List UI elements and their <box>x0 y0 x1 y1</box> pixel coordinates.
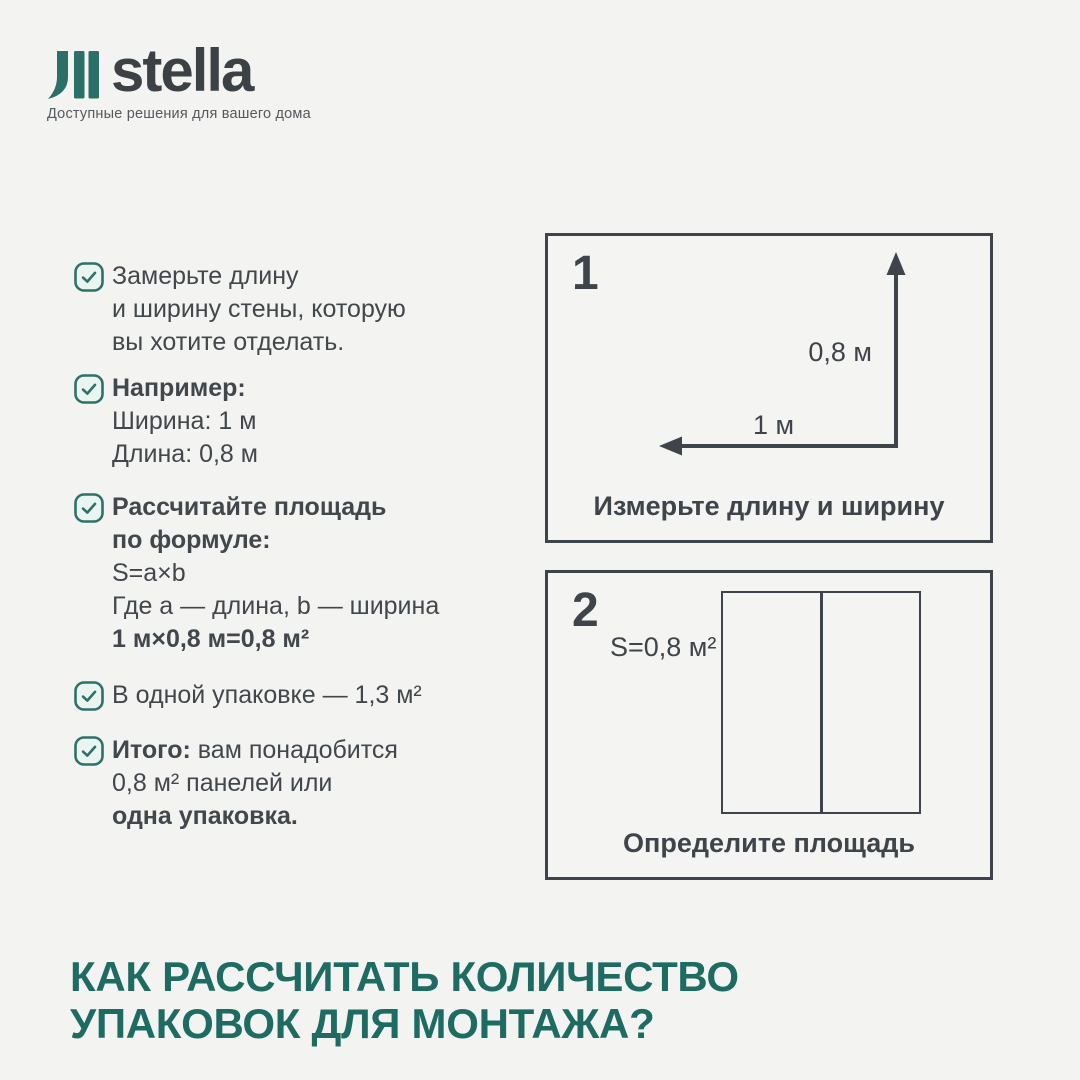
checklist-item-package-area <box>74 679 422 712</box>
checkbox-icon <box>74 736 104 766</box>
step-card-2 <box>545 570 993 880</box>
checklist-item-text <box>112 260 406 359</box>
checklist-item-text <box>112 372 258 471</box>
text-line-bold: Например: <box>112 374 246 402</box>
stella-logo-icon <box>47 51 99 99</box>
page-title-line1: КАК РАССЧИТАТЬ КОЛИЧЕСТВО <box>70 953 739 1000</box>
page-title <box>70 953 739 1047</box>
checklist-item-measure <box>74 260 406 359</box>
formula-line: S=a×b <box>112 559 186 587</box>
text-line: и ширину стены, которую <box>112 295 406 323</box>
text-line: 0,8 м² панелей или <box>112 769 333 797</box>
wall-panels-diagram <box>721 591 921 814</box>
checklist-item-formula <box>74 491 439 656</box>
checklist-item-text <box>112 679 422 712</box>
checkbox-icon <box>74 493 104 523</box>
checklist-item-total <box>74 734 398 833</box>
checkbox-icon <box>74 262 104 292</box>
width-dimension-label: 0,8 м <box>808 337 872 367</box>
stella-logo <box>47 37 311 104</box>
total-rest: вам понадобится <box>190 736 398 764</box>
calculation-line: 1 м×0,8 м=0,8 м² <box>112 625 310 653</box>
text-line: вы хотите отделать. <box>112 328 345 356</box>
page-title-line2: УПАКОВОК ДЛЯ МОНТАЖА? <box>70 1000 655 1047</box>
checklist-item-text <box>112 734 398 833</box>
text-line: Длина: 0,8 м <box>112 440 258 468</box>
text-line: В одной упаковке — 1,3 м² <box>112 681 422 709</box>
text-line: Где a — длина, b — ширина <box>112 592 440 620</box>
text-line-bold: одна упаковка. <box>112 802 298 830</box>
text-line-mixed <box>112 734 398 767</box>
step-number: 1 <box>572 247 599 300</box>
checkbox-icon <box>74 374 104 404</box>
step-caption: Определите площадь <box>623 828 915 858</box>
text-line-bold: Рассчитайте площадь <box>112 493 387 521</box>
length-dimension-label: 1 м <box>753 410 795 440</box>
checklist-item-example <box>74 372 258 471</box>
text-line: Замерьте длину <box>112 262 299 290</box>
total-label: Итого: <box>112 736 191 764</box>
step-card-1 <box>545 233 993 543</box>
text-line: Ширина: 1 м <box>112 407 257 435</box>
step-caption: Измерьте длину и ширину <box>593 491 945 521</box>
text-line-bold: по формуле: <box>112 526 271 554</box>
checkbox-icon <box>74 681 104 711</box>
brand-wordmark: stella <box>111 37 253 104</box>
panel-divider-line <box>820 593 823 812</box>
checklist-item-text <box>112 491 439 656</box>
area-label: S=0,8 м² <box>610 632 717 662</box>
brand-header <box>47 37 311 122</box>
step-number: 2 <box>572 584 599 637</box>
brand-tagline: Доступные решения для вашего дома <box>47 106 311 122</box>
